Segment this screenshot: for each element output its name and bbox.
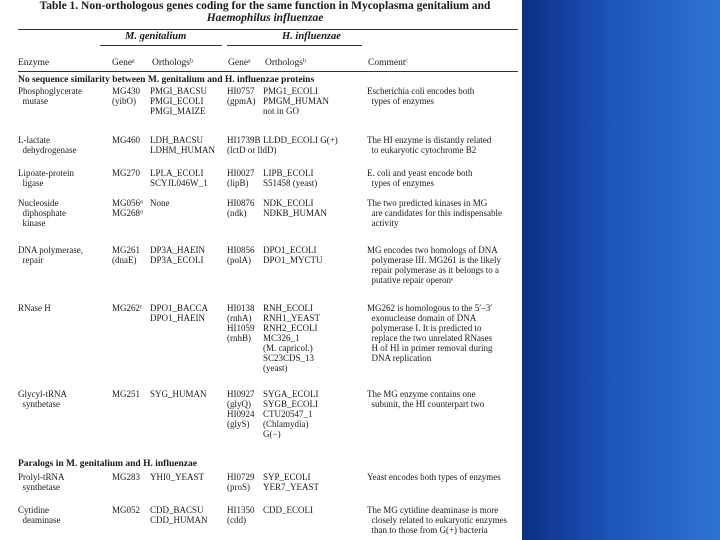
cell-hi-gene: HI0027 (lipB) [227,168,255,188]
cell-mg-orthologs: YHI0_YEAST [150,472,204,482]
col-mg-orthologs: Orthologsᵇ [152,58,193,68]
cell-comment: MG262 is homologous to the 5′–3′ exonuclease domain of DNA polymerase I. It is predicted to replace the two unrelated RNases H of HI in primer removal during DNA replication [367,303,493,363]
cell-hi-gene: HI0856 (polA) [227,245,255,265]
header-rule [18,71,518,72]
section-title-no-similarity: No sequence similarity between M. genitalium and H. influenzae proteins [18,75,315,85]
col-comment: Commentᶜ [368,58,408,68]
cell-mg-orthologs: LDH_BACSU LDHM_HUMAN [150,135,215,155]
cell-mg-orthologs: None [150,198,170,208]
cell-mg-orthologs: PMGI_BACSU PMGI_ECOLI PMGI_MAIZE [150,86,208,116]
table-title-line2: Haemophilus influenzae [206,12,324,24]
cell-hi-gene: HI1739B (lctD or lldD) [227,135,277,155]
col-enzyme: Enzyme [18,58,50,68]
col-hi-gene: Geneᵃ [228,58,251,68]
cell-mg-gene: MG460 [112,135,141,145]
cell-mg-orthologs: CDD_BACSU CDD_HUMAN [150,505,208,525]
cell-mg-orthologs: DP3A_HAEIN DP3A_ECOLI [150,245,205,265]
cell-hi-orthologs: RNH_ECOLI RNH1_YEAST RNH2_ECOLI MC326_1 (M. capricol.) SC23CDS_13 (yeast) [263,303,321,373]
cell-comment: Yeast encodes both types of enzymes [367,472,501,482]
cell-comment: Escherichia coli encodes both types of enzymes [367,86,475,106]
cell-hi-orthologs: SYP_ECOLI YER7_YEAST [263,472,319,492]
cell-mg-gene: MG270 [112,168,141,178]
cell-enzyme: Phosphoglycerate mutase [18,86,82,106]
cell-comment: E. coli and yeast encode both types of enzymes [367,168,473,188]
cell-comment: The two predicted kinases in MG are candidates for this indispensable activity [367,198,502,228]
cell-mg-gene: MG052 [112,505,141,515]
cell-hi-orthologs: LIPB_ECOLI S51458 (yeast) [263,168,318,188]
cell-enzyme: L-lactate dehydrogenase [18,135,77,155]
cell-hi-gene: HI0927 (glyQ) HI0924 (glyS) [227,389,255,429]
cell-mg-gene: MG261 (dnaE) [112,245,141,265]
cell-hi-gene: HI0876 (ndk) [227,198,255,218]
cell-enzyme: Nucleoside diphosphate kinase [18,198,66,228]
cell-mg-orthologs: LPLA_ECOLI SCYJL046W_1 [150,168,208,188]
cell-mg-gene: MG283 [112,472,141,482]
blue-gradient-panel [522,0,720,540]
col-hi-orthologs: Orthologsᵇ [265,58,306,68]
group-header-hi: H. influenzae [282,31,341,42]
cell-hi-gene: HI0757 (gpmA) [227,86,256,106]
cell-hi-gene: HI0729 (proS) [227,472,255,492]
cell-hi-gene: HI1350 (cdd) [227,505,255,525]
table-title-line1: Table 1. Non-orthologous genes coding for the same function in Mycoplasma genitalium and [39,0,491,12]
cell-enzyme: RNase H [18,303,51,313]
table-title [20,0,510,24]
cell-hi-orthologs: DPO1_ECOLI DPO1_MYCTU [263,245,323,265]
group-rule-mg [100,45,222,46]
cell-hi-gene: HI0138 (rnhA) HI1059 (rnhB) [227,303,255,343]
cell-enzyme: Prolyl-tRNA synthetase [18,472,65,492]
cell-hi-orthologs: SYGA_ECOLI SYGB_ECOLI CTU20547_1 (Chlamydia) G(−) [263,389,319,439]
cell-comment: MG encodes two homologs of DNA polymerase III. MG261 is the likely repair polymerase as it belongs to a putative repair operonᵉ [367,245,501,285]
group-rule-hi [227,45,362,46]
cell-enzyme: Lipoate-protein ligase [18,168,74,188]
cell-mg-gene: MG262ᶠ [112,303,142,313]
cell-comment: The MG enzyme contains one subunit, the HI counterpart two [367,389,485,409]
group-header-mg: M. genitalium [125,31,187,42]
section-title-paralogs: Paralogs in M. genitalium and H. influenzae [18,459,197,469]
cell-hi-orthologs: LLDD_ECOLI G(+) [263,135,338,145]
cell-enzyme: Glycyl-tRNA synthetase [18,389,67,409]
col-mg-gene: Geneᵃ [112,58,135,68]
cell-mg-gene: MG251 [112,389,141,399]
top-rule [18,29,518,30]
cell-comment: The HI enzyme is distantly related to eukaryotic cytochrome B2 [367,135,492,155]
cell-hi-orthologs: PMG1_ECOLI PMGM_HUMAN not in GO [263,86,330,116]
cell-mg-orthologs: SYG_HUMAN [150,389,207,399]
cell-hi-orthologs: NDK_ECOLI NDKB_HUMAN [263,198,328,218]
cell-enzyme: DNA polymerase, repair [18,245,83,265]
cell-mg-gene: MG430 (yibO) [112,86,141,106]
cell-mg-orthologs: DPO1_BACCA DPO1_HAEIN [150,303,209,323]
cell-enzyme: Cytidine deaminase [18,505,61,525]
cell-mg-gene: MG056ᵈ MG268ᵈ [112,198,143,218]
cell-comment: The MG cytidine deaminase is more closely related to eukaryotic enzymes than to those from G(+) bacteria [367,505,507,535]
cell-hi-orthologs: CDD_ECOLI [263,505,313,515]
